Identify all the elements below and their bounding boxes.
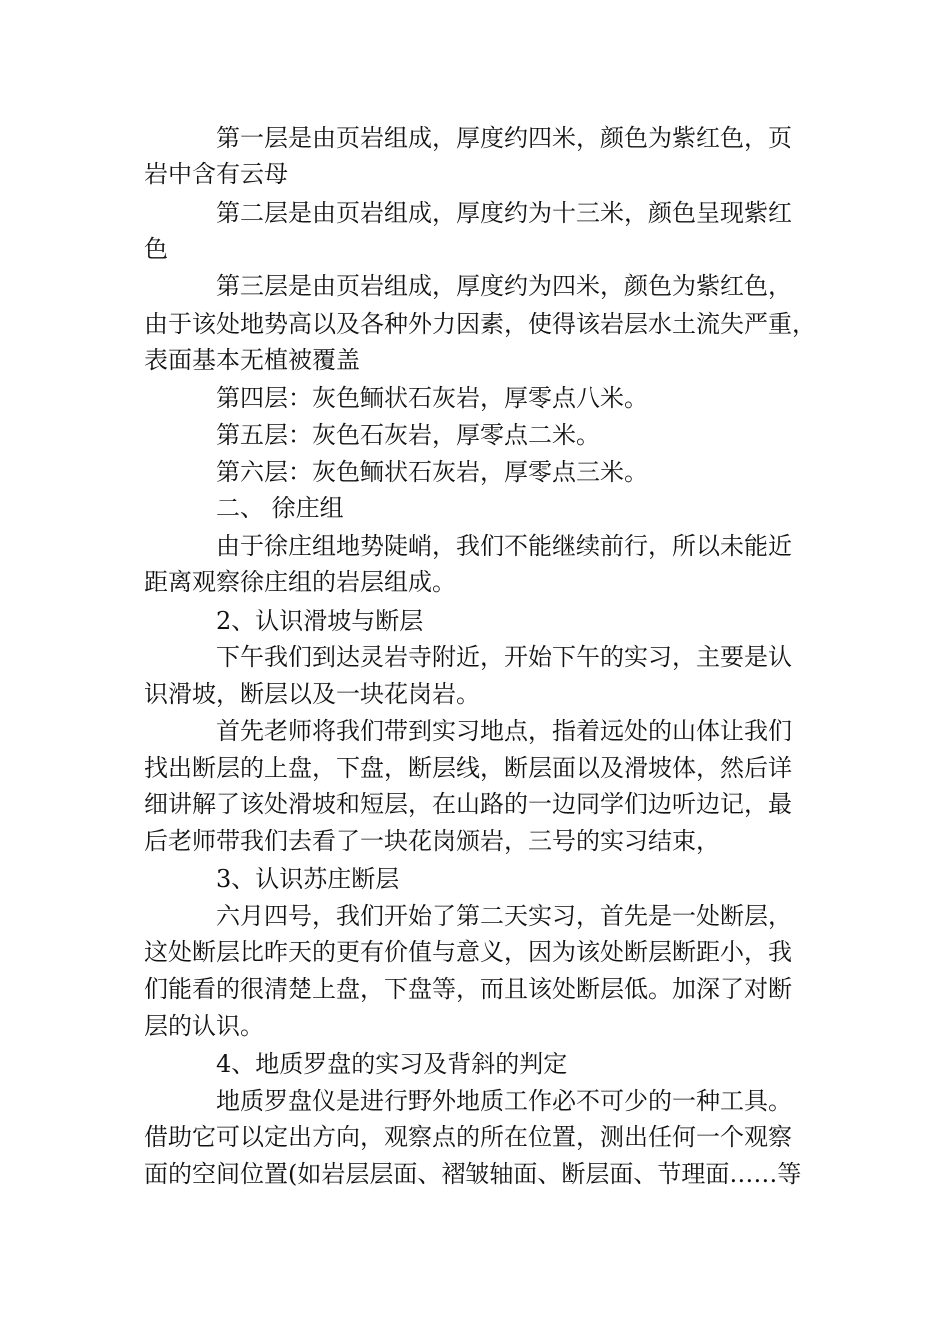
paragraph-line: 面的空间位置(如岩层层面、褶皱轴面、断层面、节理面……等: [144, 1160, 802, 1188]
section-heading: 二、 徐庄组: [216, 494, 344, 522]
paragraph-line: 第三层是由页岩组成，厚度约为四米，颜色为紫红色，: [216, 272, 792, 300]
paragraph-line: 六月四号，我们开始了第二天实习，首先是一处断层，: [216, 902, 792, 930]
paragraph-line: 下午我们到达灵岩寺附近，开始下午的实习，主要是认: [216, 643, 792, 671]
paragraph-line: 第五层：灰色石灰岩，厚零点二米。: [216, 421, 600, 449]
paragraph-line: 由于该处地势高以及各种外力因素，使得该岩层水土流失严重，: [144, 310, 816, 338]
paragraph-line: 找出断层的上盘，下盘，断层线，断层面以及滑坡体，然后详: [144, 754, 792, 782]
paragraph-line: 第六层：灰色鲕状石灰岩，厚零点三米。: [216, 458, 648, 486]
paragraph-line: 细讲解了该处滑坡和短层，在山路的一边同学们边听边记，最: [144, 790, 792, 818]
paragraph-line: 这处断层比昨天的更有价值与意义，因为该处断层断距小，我: [144, 938, 792, 966]
paragraph-line: 岩中含有云母: [144, 160, 288, 188]
paragraph-line: 色: [144, 235, 168, 263]
paragraph-line: 由于徐庄组地势陡峭，我们不能继续前行，所以未能近: [216, 532, 792, 560]
section-heading: 4、地质罗盘的实习及背斜的判定: [216, 1050, 568, 1078]
section-heading: 2、认识滑坡与断层: [216, 607, 424, 635]
section-heading: 3、认识苏庄断层: [216, 865, 400, 893]
paragraph-line: 第一层是由页岩组成，厚度约四米，颜色为紫红色，页: [216, 124, 792, 152]
paragraph-line: 层的认识。: [144, 1012, 264, 1040]
paragraph-line: 表面基本无植被覆盖: [144, 346, 360, 374]
paragraph-line: 们能看的很清楚上盘，下盘等，而且该处断层低。加深了对断: [144, 975, 792, 1003]
paragraph-line: 地质罗盘仪是进行野外地质工作必不可少的一种工具。: [216, 1087, 792, 1115]
paragraph-line: 首先老师将我们带到实习地点，指着远处的山体让我们: [216, 717, 792, 745]
paragraph-line: 第二层是由页岩组成，厚度约为十三米，颜色呈现紫红: [216, 199, 792, 227]
paragraph-line: 后老师带我们去看了一块花岗颁岩，三号的实习结束，: [144, 827, 720, 855]
paragraph-line: 借助它可以定出方向，观察点的所在位置，测出任何一个观察: [144, 1123, 792, 1151]
paragraph-line: 识滑坡，断层以及一块花岗岩。: [144, 680, 480, 708]
paragraph-line: 第四层：灰色鲕状石灰岩，厚零点八米。: [216, 384, 648, 412]
paragraph-line: 距离观察徐庄组的岩层组成。: [144, 568, 456, 596]
